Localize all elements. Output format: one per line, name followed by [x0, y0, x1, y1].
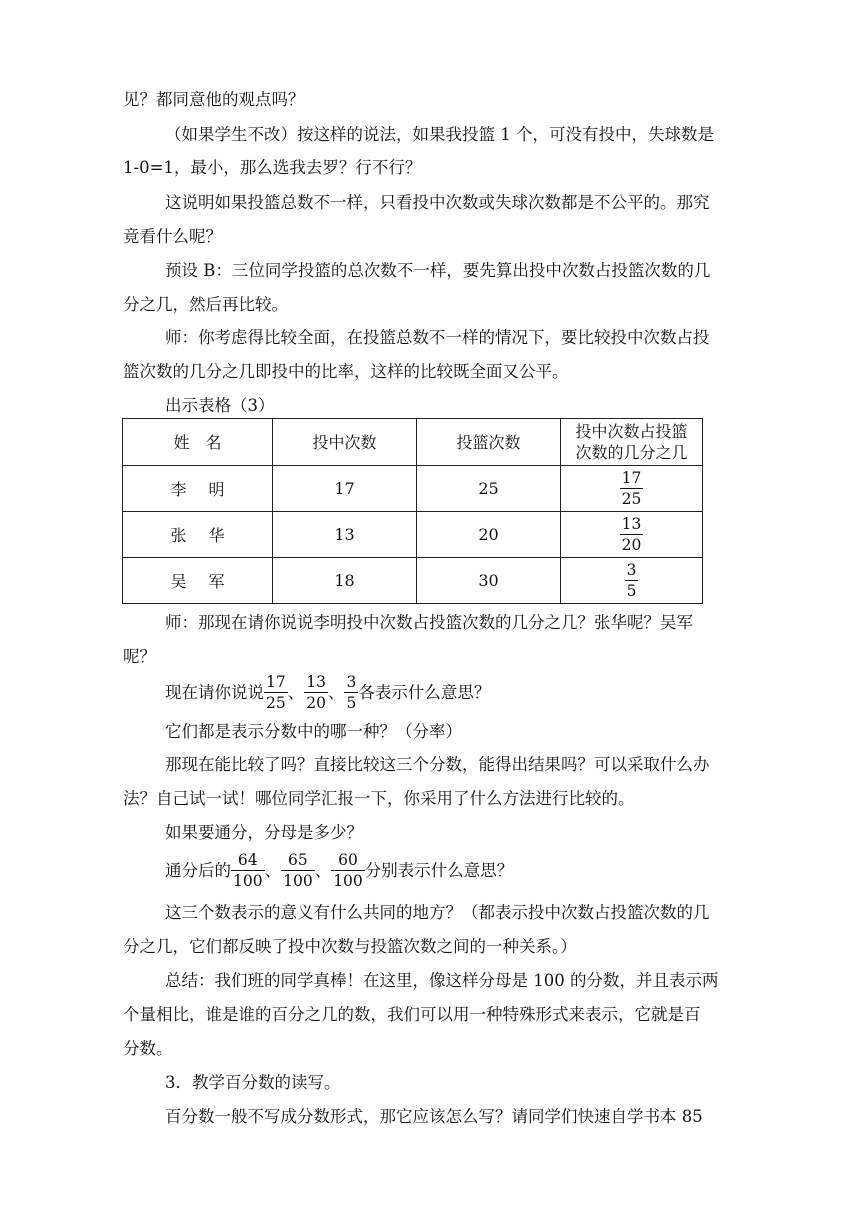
paragraph-line: 竟看什么呢？ — [123, 227, 222, 246]
cell-name — [123, 558, 273, 604]
name-part: 李 — [170, 480, 187, 499]
name-part: 明 — [208, 480, 225, 499]
fraction — [331, 850, 365, 891]
fraction — [620, 468, 644, 509]
denominator: 20 — [306, 694, 326, 712]
fraction — [281, 850, 315, 891]
cell-hits: 18 — [273, 558, 417, 604]
cell-shots: 25 — [417, 466, 561, 512]
name-part: 张 — [170, 526, 187, 545]
table-row — [123, 466, 703, 512]
paragraph-line: 法？自己试一试！哪位同学汇报一下，你采用了什么方法进行比较的。 — [123, 789, 635, 808]
numerator: 3 — [626, 561, 637, 579]
denominator: 25 — [266, 694, 286, 712]
text-run: 、 — [264, 860, 282, 880]
paragraph-line: 个量相比，谁是谁的百分之几的数，我们可以用一种特殊形式来表示，它就是百 — [123, 1005, 701, 1024]
header-shots: 投篮次数 — [417, 419, 561, 466]
numerator: 13 — [621, 515, 642, 533]
text-run: 通分后的 — [165, 860, 231, 880]
fraction — [620, 514, 644, 555]
paragraph-line — [165, 672, 490, 713]
header-ratio-line1: 投中次数占投篮 — [575, 422, 688, 441]
header-name: 姓 名 — [123, 419, 273, 466]
text-run: 各表示什么意思？ — [358, 682, 491, 702]
cell-name — [123, 512, 273, 558]
table-row — [123, 558, 703, 604]
text-run: 、 — [287, 682, 305, 702]
paragraph-line: 预设 B：三位同学投篮的总次数不一样，要先算出投中次数占投篮次数的几 — [165, 261, 711, 280]
cell-name — [123, 466, 273, 512]
paragraph-line: 这三个数表示的意义有什么共同的地方？（都表示投中次数占投篮次数的几 — [165, 903, 710, 922]
paragraph-line: 1-0=1，最小，那么选我去罗？行不行？ — [123, 158, 422, 177]
paragraph-line: 分数。 — [123, 1039, 173, 1058]
table-header-row — [123, 419, 703, 466]
table-row — [123, 512, 703, 558]
fraction — [304, 672, 328, 713]
paragraph-line: 师：那现在请你说说李明投中次数占投篮次数的几分之几？张华呢？吴军 — [165, 613, 693, 632]
fraction — [625, 560, 639, 601]
paragraph-line: 如果要通分，分母是多少？ — [165, 823, 363, 842]
paragraph-line: 呢？ — [123, 647, 156, 666]
denominator: 100 — [283, 872, 313, 890]
paragraph-line: 总结：我们班的同学真棒！在这里，像这样分母是 100 的分数，并且表示两 — [165, 971, 719, 990]
numerator: 65 — [288, 851, 308, 869]
numerator: 60 — [338, 851, 358, 869]
section-heading: 3．教学百分数的读写。 — [165, 1073, 341, 1092]
text-run: 现在请你说说 — [165, 682, 264, 702]
paragraph-line: 它们都是表示分数中的哪一种？（分率） — [165, 722, 462, 741]
numerator: 17 — [621, 469, 642, 487]
fraction — [344, 672, 358, 713]
denominator: 100 — [233, 872, 263, 890]
cell-hits: 13 — [273, 512, 417, 558]
numerator: 3 — [346, 673, 357, 691]
numerator: 64 — [237, 851, 258, 869]
cell-ratio — [561, 512, 703, 558]
denominator: 5 — [346, 694, 357, 712]
fraction — [264, 672, 288, 713]
cell-shots: 30 — [417, 558, 561, 604]
paragraph-line: 师：你考虑得比较全面，在投篮总数不一样的情况下，要比较投中次数占投 — [165, 328, 710, 347]
denominator: 20 — [621, 536, 642, 554]
cell-ratio — [561, 466, 703, 512]
header-ratio-line2: 次数的几分之几 — [575, 443, 688, 462]
fraction — [231, 850, 265, 891]
name-part: 吴 — [170, 572, 187, 591]
paragraph-line: 这说明如果投篮总数不一样，只看投中次数或失球次数都是不公平的。那究 — [165, 193, 710, 212]
paragraph-line: 见？都同意他的观点吗？ — [123, 90, 305, 109]
paragraph-line: （如果学生不改）按这样的说法，如果我投篮 1 个，可没有投中，失球数是 — [165, 125, 714, 144]
cell-hits: 17 — [273, 466, 417, 512]
results-table — [122, 418, 703, 604]
numerator: 13 — [306, 673, 326, 691]
paragraph-line — [165, 850, 513, 891]
header-ratio — [561, 419, 703, 466]
denominator: 100 — [333, 872, 363, 890]
denominator: 25 — [621, 490, 642, 508]
table-caption: 出示表格（3） — [165, 396, 275, 415]
paragraph-line: 篮次数的几分之几即投中的比率，这样的比较既全面又公平。 — [123, 362, 569, 381]
header-hits: 投中次数 — [273, 419, 417, 466]
text-run: 分别表示什么意思？ — [364, 860, 514, 880]
name-part: 军 — [208, 572, 225, 591]
denominator: 5 — [626, 582, 637, 600]
cell-ratio — [561, 558, 703, 604]
numerator: 17 — [266, 673, 286, 691]
cell-shots: 20 — [417, 512, 561, 558]
name-part: 华 — [208, 526, 225, 545]
paragraph-line: 百分数一般不写成分数形式，那它应该怎么写？请同学们快速自学书本 85 — [165, 1107, 703, 1126]
text-run: 、 — [327, 682, 345, 702]
paragraph-line: 分之几，然后再比较。 — [123, 295, 288, 314]
paragraph-line: 那现在能比较了吗？直接比较这三个分数，能得出结果吗？可以采取什么办 — [165, 755, 710, 774]
text-run: 、 — [314, 860, 332, 880]
paragraph-line: 分之几，它们都反映了投中次数与投篮次数之间的一种关系。） — [123, 937, 577, 956]
